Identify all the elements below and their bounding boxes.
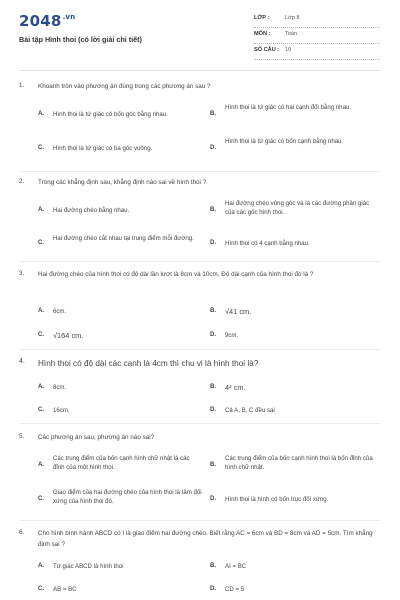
- meta-class-value: Lớp 8: [285, 15, 300, 21]
- option-text: Hình thoi là tứ giác có bốn góc bằng nhau.: [53, 111, 168, 118]
- question-6: [19, 529, 381, 599]
- divider: [19, 171, 381, 172]
- option-letter: B.: [210, 206, 217, 213]
- option-letter: B.: [210, 307, 217, 314]
- option-letter: A.: [38, 383, 45, 390]
- question-text: Trong các khẳng định sau, khẳng định nào sai về hình thoi ?: [38, 179, 207, 186]
- question-text: Hai đường chéo của hình thoi có độ dài lần lượt là 8cm và 10cm. Độ dài cạnh của hình thoi đó là ?: [38, 271, 314, 278]
- option-letter: C.: [38, 144, 45, 151]
- question-2: [19, 178, 381, 258]
- divider: [19, 349, 381, 350]
- option-letter: C.: [38, 495, 45, 502]
- question-text: Các phương án sau, phương án nào sai?: [38, 434, 155, 441]
- question-3: [19, 270, 381, 346]
- meta-subject-label: MÔN :: [254, 31, 271, 37]
- question-5: [19, 433, 381, 515]
- option-text: Hình thoi là tứ giác có bốn cạnh bằng nhau.: [225, 138, 344, 145]
- option-text: Hình thoi là tứ giác có ba góc vuông.: [53, 145, 153, 152]
- option-text: 4² cm.: [225, 383, 246, 392]
- question-number: 4.: [19, 358, 25, 365]
- option-letter: A.: [38, 562, 45, 569]
- meta-count: [254, 45, 380, 60]
- option-letter: C.: [38, 239, 45, 246]
- option-text: 9cm.: [225, 332, 239, 339]
- option-text: Cả A, B, C đều sai: [225, 407, 275, 414]
- meta-count-value: 10: [285, 47, 292, 53]
- option-letter: D.: [210, 144, 217, 151]
- option-letter: B.: [210, 562, 217, 569]
- option-letter: C.: [38, 406, 45, 413]
- question-text: Khoanh tròn vào phương án đúng trong các phương án sau ?: [38, 83, 211, 90]
- option-text: Hình thoi có 4 cạnh bằng nhau.: [225, 240, 310, 247]
- option-text: Hai đường chéo vông góc và là các đường phân giác của các góc hình thoi.: [225, 200, 370, 217]
- option-text: √41 cm.: [225, 307, 252, 316]
- option-text: AI = BC: [225, 563, 247, 570]
- document-title: Bài tập Hình thoi (có lời giải chi tiết): [19, 35, 142, 44]
- option-text: Các trung điểm của bốn cạnh hình chữ nhật là các đỉnh của một hình thoi.: [53, 455, 190, 472]
- header: [0, 0, 400, 66]
- option-text: Hình thoi là hình có bốn trục đối xứng.: [225, 496, 329, 503]
- option-text: Giao điểm của hai đường chéo của hình thoi là tâm đối xứng của hình thoi đó.: [53, 489, 202, 506]
- option-letter: D.: [210, 331, 217, 338]
- logo-text: 2048: [19, 12, 62, 30]
- question-number: 6.: [19, 529, 25, 536]
- divider: [19, 423, 381, 424]
- question-1: [19, 82, 381, 162]
- divider: [19, 261, 381, 262]
- option-text: Hai đường chéo bằng nhau.: [53, 207, 130, 214]
- header-divider: [19, 70, 381, 71]
- meta-count-label: SỐ CÂU :: [254, 47, 280, 53]
- option-text: Tứ giác ABCD là hình thoi: [53, 563, 124, 570]
- option-letter: D.: [210, 495, 217, 502]
- question-text: Cho hình bình hành ABCD có I là giao điểm hai đường chéo. Biết rằng AC = 6cm và BD = 8cm và AD = 5cm. Tìm khẳng định sai ?: [38, 530, 373, 548]
- option-letter: D.: [210, 239, 217, 246]
- divider: [19, 520, 381, 521]
- option-letter: A.: [38, 307, 45, 314]
- question-number: 5.: [19, 433, 25, 440]
- option-text: CD = 5: [225, 586, 245, 593]
- option-letter: B.: [210, 110, 217, 117]
- option-text: Các trung điểm của bốn cạnh hình thoi là bốn đỉnh của hình chữ nhật.: [225, 455, 373, 472]
- option-letter: D.: [210, 585, 217, 592]
- option-text: 6cm.: [53, 308, 67, 315]
- option-text: Hình thoi là tứ giác có hai cạnh đối bằng nhau.: [225, 104, 352, 111]
- logo-suffix: .vn: [62, 13, 76, 21]
- question-number: 2.: [19, 178, 25, 185]
- option-text: 16cm.: [53, 407, 70, 414]
- meta-class-label: LỚP :: [254, 15, 270, 21]
- option-text: √164 cm.: [53, 331, 84, 340]
- option-letter: B.: [210, 461, 217, 468]
- option-text: AB = BC: [53, 586, 77, 593]
- option-letter: A.: [38, 461, 45, 468]
- option-letter: A.: [38, 110, 45, 117]
- option-text: 8cm.: [53, 384, 67, 391]
- option-letter: D.: [210, 406, 217, 413]
- question-4: [19, 358, 381, 418]
- option-letter: B.: [210, 383, 217, 390]
- option-letter: A.: [38, 206, 45, 213]
- meta-class: [254, 13, 380, 28]
- meta-subject-value: Toán: [285, 31, 298, 37]
- site-logo[interactable]: [19, 12, 75, 30]
- option-text: Hai đường chéo cắt nhau tại trung điểm mỗi đường.: [53, 235, 194, 242]
- meta-subject: [254, 29, 380, 44]
- option-letter: C.: [38, 585, 45, 592]
- question-number: 3.: [19, 270, 25, 277]
- question-number: 1.: [19, 82, 25, 89]
- option-letter: C.: [38, 331, 45, 338]
- question-text: Hình thoi có độ dài các cạnh là 4cm thì chu vi là hình thoi là?: [38, 359, 259, 368]
